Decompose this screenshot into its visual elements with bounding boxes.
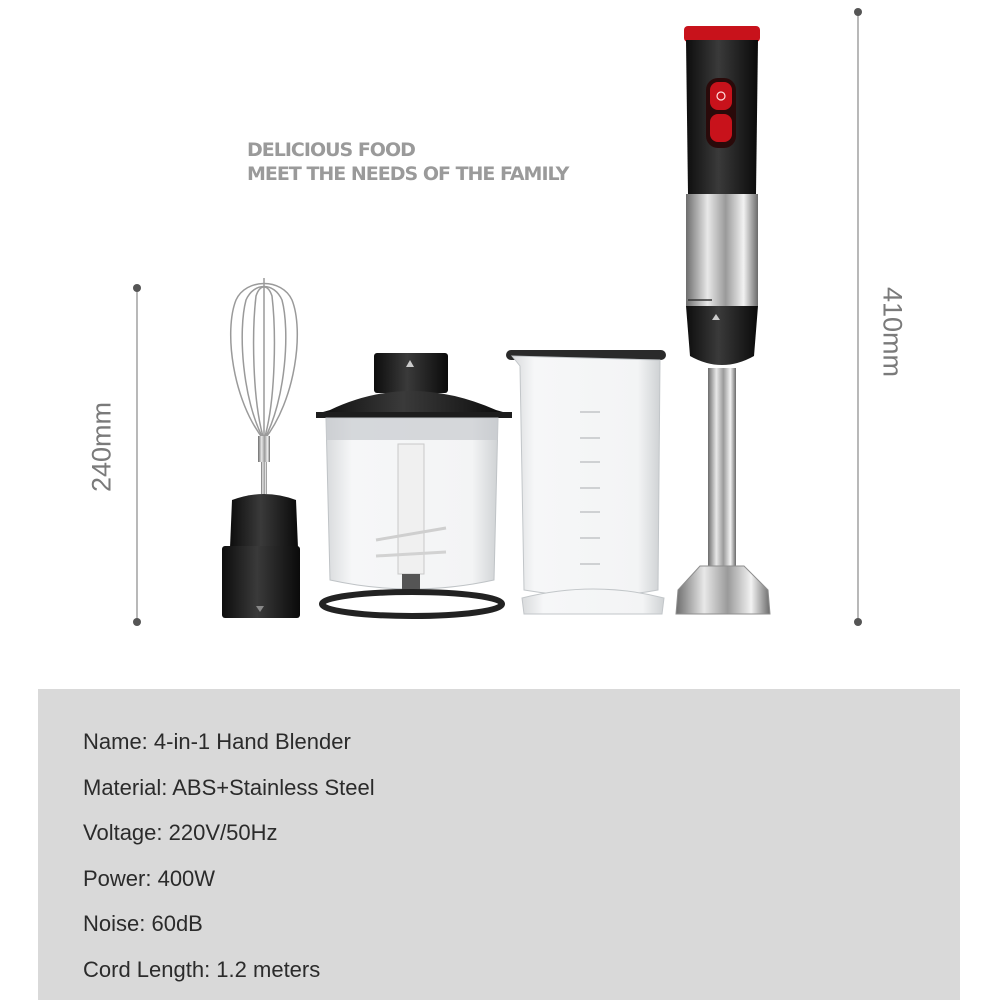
chopper-bowl-icon xyxy=(316,353,512,616)
tagline-line-1: DELICIOUS FOOD xyxy=(247,139,415,161)
hand-blender-icon xyxy=(676,26,770,614)
spec-power: Power: 400W xyxy=(83,865,216,891)
whisk-attachment-icon xyxy=(222,278,300,618)
accessory-height-label: 240mm xyxy=(86,401,117,493)
spec-panel xyxy=(38,689,960,1000)
spec-name: Name: 4-in-1 Hand Blender xyxy=(83,729,351,754)
spec-material: Material: ABS+Stainless Steel xyxy=(83,774,375,800)
spec-noise: Noise: 60dB xyxy=(83,911,203,936)
blender-height-label: 410mm xyxy=(877,286,908,378)
spec-voltage: Voltage: 220V/50Hz xyxy=(83,820,278,845)
tagline-line-2: MEET THE NEEDS OF THE FAMILY xyxy=(247,163,569,185)
measuring-beaker-icon xyxy=(506,350,666,614)
spec-cord-length: Cord Length: 1.2 meters xyxy=(83,956,321,982)
spec-list xyxy=(83,719,375,992)
